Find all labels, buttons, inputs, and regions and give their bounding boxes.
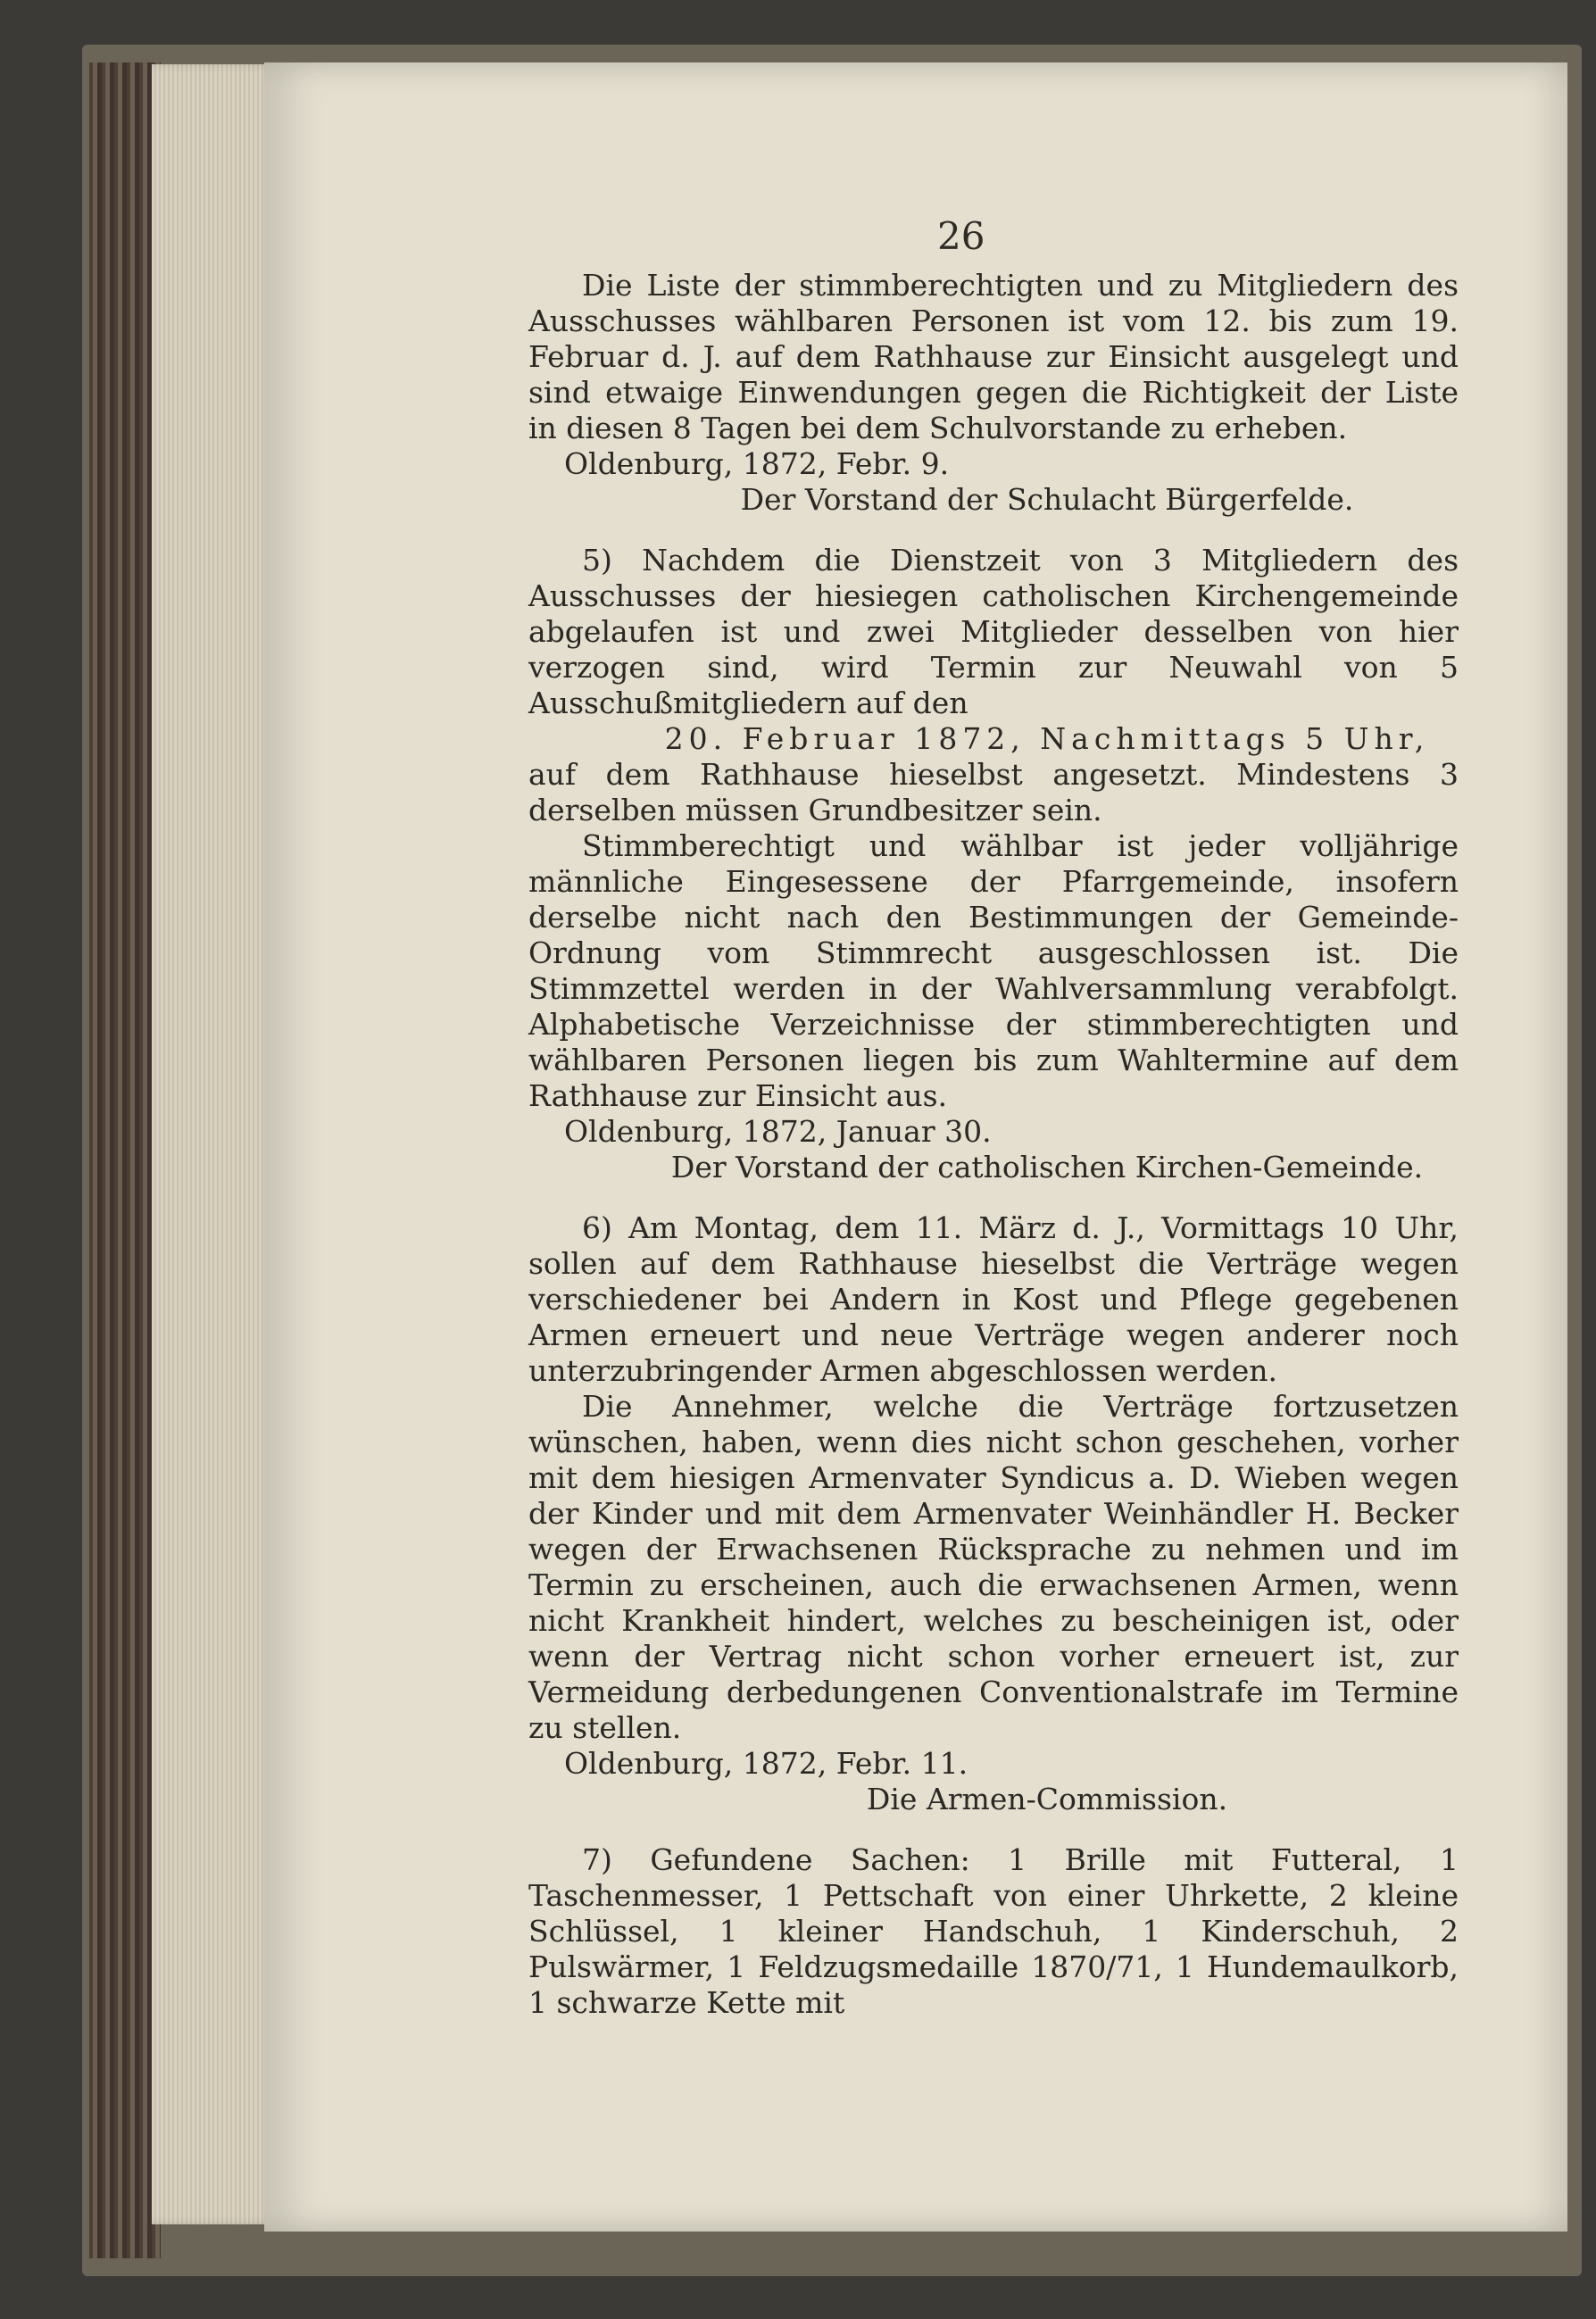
paragraph: 6) Am Montag, dem 11. März d. J., Vormittags 10 Uhr, sollen auf dem Rathhause hieselbst die Verträge wegen verschiedener bei Andern in Kost und Pflege gegebenen Armen erneuert und neue Verträge wegen anderer noch unterzubringender Armen abgeschlossen werden.	[528, 1210, 1459, 1388]
signature: Der Vorstand der Schulacht Bürgerfelde.	[740, 482, 1354, 517]
page-text	[528, 268, 1459, 2021]
announcement-date: 20. Februar 1872, Nachmittags 5 Uhr,	[664, 721, 1430, 756]
signature: Die Armen-Commission.	[866, 1782, 1228, 1816]
dateline: Oldenburg, 1872, Febr. 9.	[564, 446, 950, 481]
paragraph-continuation: auf dem Rathhause hieselbst angesetzt. Mindestens 3 derselben müssen Grundbesitzer sein.	[528, 757, 1459, 827]
section-gap	[528, 1817, 1459, 1842]
paragraph: 5) Nachdem die Dienstzeit von 3 Mitgliedern des Ausschusses der hiesiegen catholischen Kirchengemeinde abgelaufen ist und zwei Mitglieder desselben von hier verzogen sind, wird Termin zur Neuwahl von 5 Ausschußmitgliedern auf den	[528, 543, 1459, 720]
dateline: Oldenburg, 1872, Januar 30.	[564, 1114, 992, 1149]
book-spine	[89, 62, 161, 2258]
paragraph: Die Liste der stimmberechtigten und zu Mitgliedern des Ausschusses wählbaren Personen ist vom 12. bis zum 19. Februar d. J. auf dem Rathhause zur Einsicht ausgelegt und sind etwaige Einwendungen gegen die Richtigkeit der Liste in diesen 8 Tagen bei dem Schulvorstande zu erheben.	[528, 268, 1459, 445]
page-edges	[152, 64, 277, 2224]
section-gap	[528, 518, 1459, 543]
paragraph: Stimmberechtigt und wählbar ist jeder volljährige männliche Eingesessene der Pfarrgemeinde, insofern derselbe nicht nach den Bestimmungen der Gemeinde-Ordnung vom Stimmrecht ausgeschlossen ist. Die Stimmzettel werden in der Wahlversammlung verabfolgt. Alphabetische Verzeichnisse der stimmberechtigten und wählbaren Personen liegen bis zum Wahltermine auf dem Rathhause zur Einsicht aus.	[528, 828, 1459, 1113]
paragraph: Die Annehmer, welche die Verträge fortzusetzen wünschen, haben, wenn dies nicht schon geschehen, vorher mit dem hiesigen Armenvater Syndicus a. D. Wieben wegen der Kinder und mit dem Armenvater Weinhändler H. Becker wegen der Erwachsenen Rücksprache zu nehmen und im Termin zu erscheinen, auch die erwachsenen Armen, wenn nicht Krankheit hindert, welches zu bescheinigen ist, oder wenn der Vertrag nicht schon vorher erneuert ist, zur Vermeidung derbedungenen Conventionalstrafe im Termine zu stellen.	[528, 1389, 1459, 1745]
dateline: Oldenburg, 1872, Febr. 11.	[564, 1746, 968, 1781]
signature: Der Vorstand der catholischen Kirchen-Gemeinde.	[670, 1150, 1424, 1184]
paragraph: 7) Gefundene Sachen: 1 Brille mit Futteral, 1 Taschenmesser, 1 Pettschaft von einer Uhrkette, 2 kleine Schlüssel, 1 kleiner Handschuh, 1 Kinderschuh, 2 Pulswärmer, 1 Feldzugsmedaille 1870/71, 1 Hundemaulkorb, 1 schwarze Kette mit	[528, 1842, 1459, 2020]
section-gap	[528, 1185, 1459, 1210]
page-number: 26	[937, 214, 985, 258]
